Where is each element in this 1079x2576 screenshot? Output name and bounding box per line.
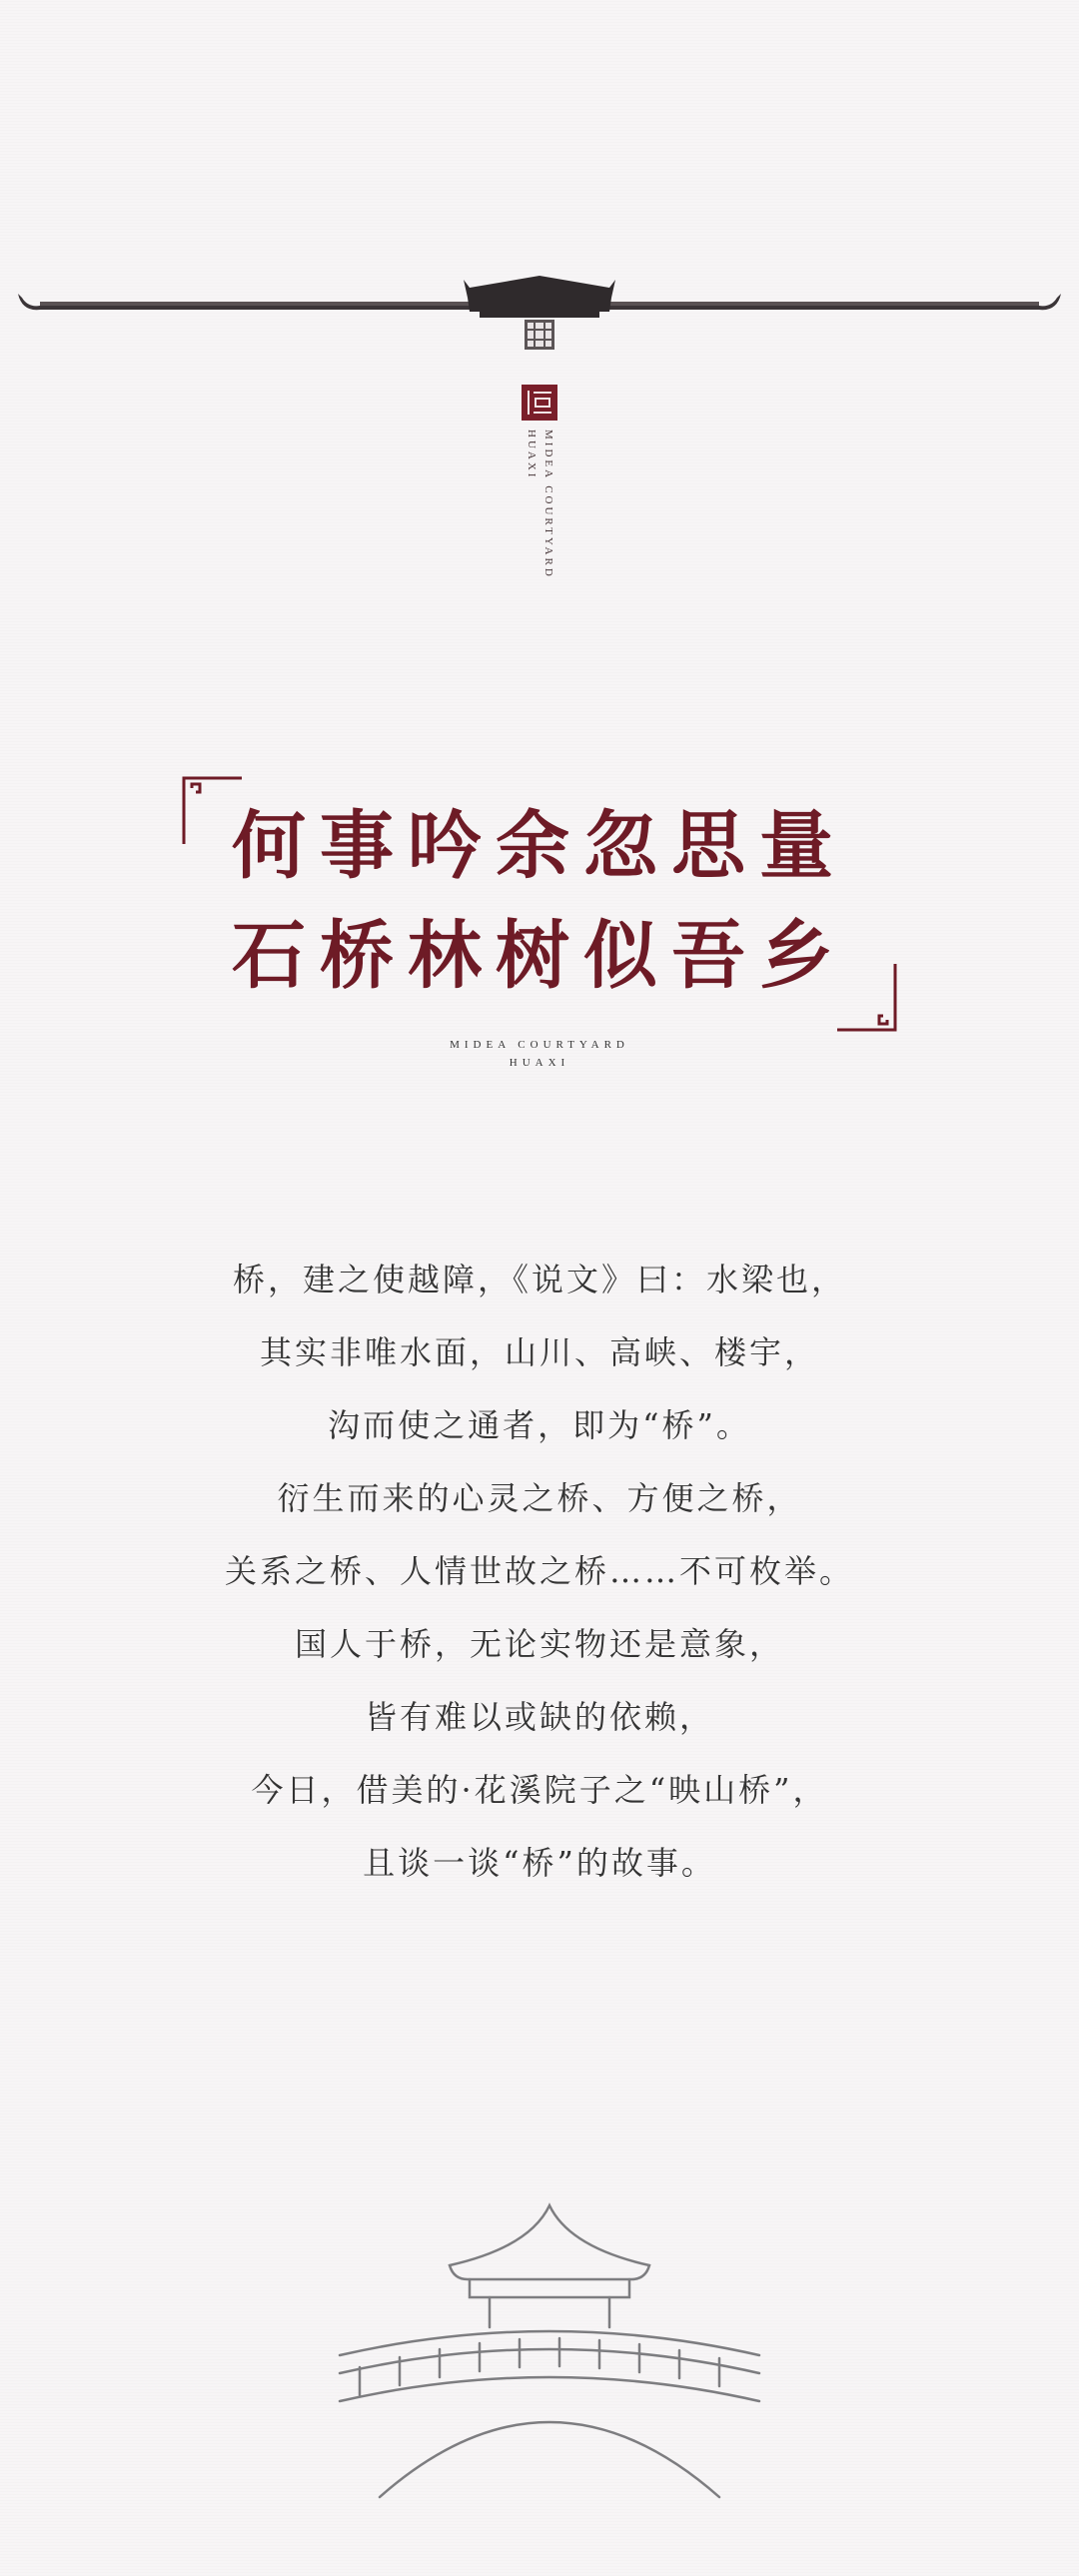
body-line: 皆有难以或缺的依赖，: [364, 1698, 714, 1736]
body-paragraph: [0, 1247, 1079, 1903]
body-line: 衍生而来的心灵之桥、方便之桥，: [277, 1479, 802, 1517]
body-line: 且谈一谈“桥”的故事。: [363, 1844, 716, 1882]
title-sub-en-2: HUAXI: [509, 1057, 570, 1069]
title-line-1: 何事吟余忽思量: [232, 803, 847, 889]
body-line: 沟而使之通者，即为“桥”。: [328, 1406, 751, 1444]
brand-vertical-en: MIDEA COURTYARD: [542, 429, 554, 579]
body-line: 国人于桥，无论实物还是意象，: [294, 1625, 784, 1663]
title-line-2: 石桥林树似吾乡: [232, 913, 847, 999]
title-sub-en: MIDEA COURTYARD: [450, 1039, 629, 1051]
body-line: 桥，建之使越障，《说文》曰：水梁也，: [232, 1261, 846, 1298]
lattice-window-icon: [525, 320, 554, 350]
body-line: 关系之桥、人情世故之桥……不可枚举。: [224, 1552, 854, 1590]
body-line: 今日，借美的·花溪院子之“映山桥”，: [251, 1771, 828, 1809]
seal-logo-icon: [522, 385, 557, 421]
brand-vertical-en-sub: HUAXI: [526, 429, 538, 480]
bridge-pavilion-icon: [320, 2187, 779, 2507]
body-line: 其实非唯水面，山川、高峡、楼宇，: [259, 1333, 819, 1371]
